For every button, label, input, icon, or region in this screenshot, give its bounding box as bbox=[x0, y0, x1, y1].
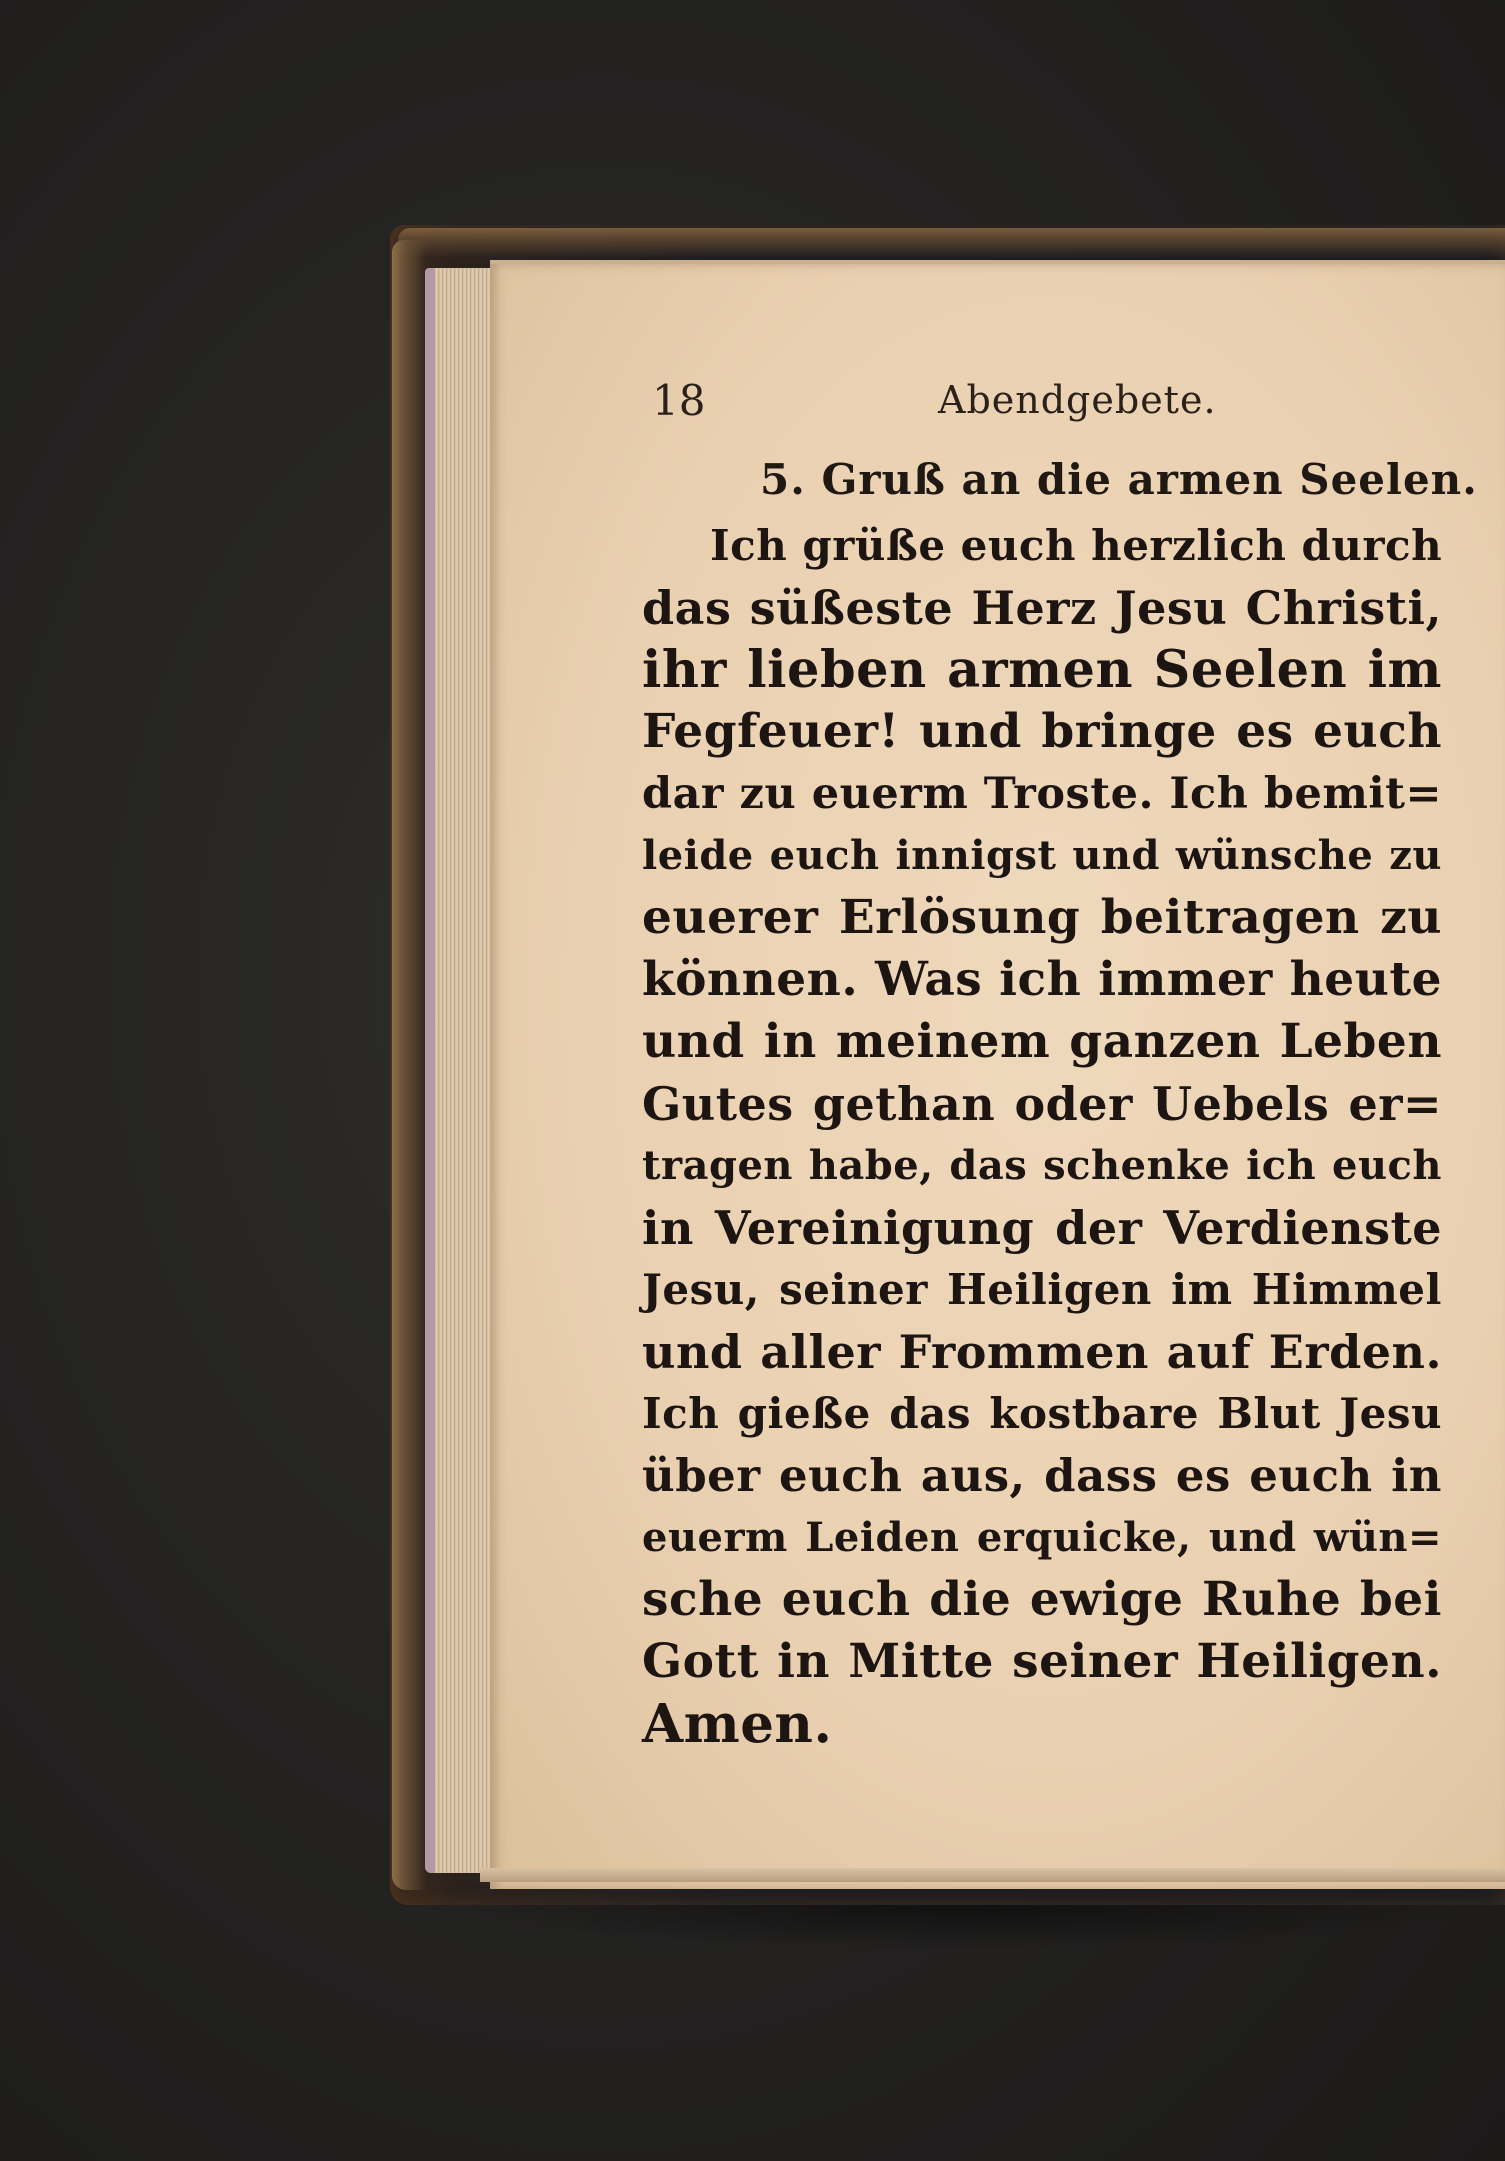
text-line: in Vereinigung der Verdienste bbox=[642, 1201, 1442, 1255]
prayer-heading: 5. Gruß an die armen Seelen. bbox=[760, 455, 1478, 504]
text-line: Ich grüße euch herzlich durch bbox=[710, 521, 1443, 570]
text-line: tragen habe, das schenke ich euch bbox=[642, 1142, 1442, 1189]
prayer-text bbox=[642, 515, 1442, 1755]
text-line: sche euch die ewige Ruhe bei bbox=[642, 1572, 1442, 1627]
cover-worn-edge-top bbox=[398, 228, 1505, 258]
text-line: Gott in Mitte seiner Heiligen. bbox=[642, 1634, 1442, 1689]
text-line: Ich gieße das kostbare Blut Jesu bbox=[642, 1389, 1442, 1438]
page-number: 18 bbox=[652, 376, 706, 425]
text-line: euerm Leiden erquicke, und wün= bbox=[642, 1514, 1442, 1561]
text-line: das süßeste Herz Jesu Christi, bbox=[642, 581, 1442, 635]
text-line: ihr lieben armen Seelen im bbox=[642, 640, 1442, 700]
text-line: Jesu, seiner Heiligen im Himmel bbox=[642, 1265, 1442, 1314]
text-line: Amen. bbox=[642, 1693, 833, 1755]
text-line: über euch aus, dass es euch in bbox=[642, 1449, 1442, 1502]
text-line: Gutes gethan oder Uebels er= bbox=[642, 1077, 1442, 1131]
cover-worn-edge-left bbox=[392, 240, 426, 1890]
text-line: und in meinem ganzen Leben bbox=[642, 1014, 1442, 1069]
text-line: Fegfeuer! und bringe es euch bbox=[642, 704, 1442, 759]
text-line: und aller Frommen auf Erden. bbox=[642, 1325, 1442, 1379]
text-line: leide euch innigst und wünsche zu bbox=[642, 832, 1442, 879]
text-line: euerer Erlösung beitragen zu bbox=[642, 890, 1442, 945]
text-line: können. Was ich immer heute bbox=[642, 952, 1442, 1007]
running-head: Abendgebete. bbox=[938, 378, 1217, 422]
text-line: dar zu euerm Troste. Ich bemit= bbox=[642, 769, 1443, 819]
page-bottom-edge bbox=[480, 1868, 1505, 1882]
